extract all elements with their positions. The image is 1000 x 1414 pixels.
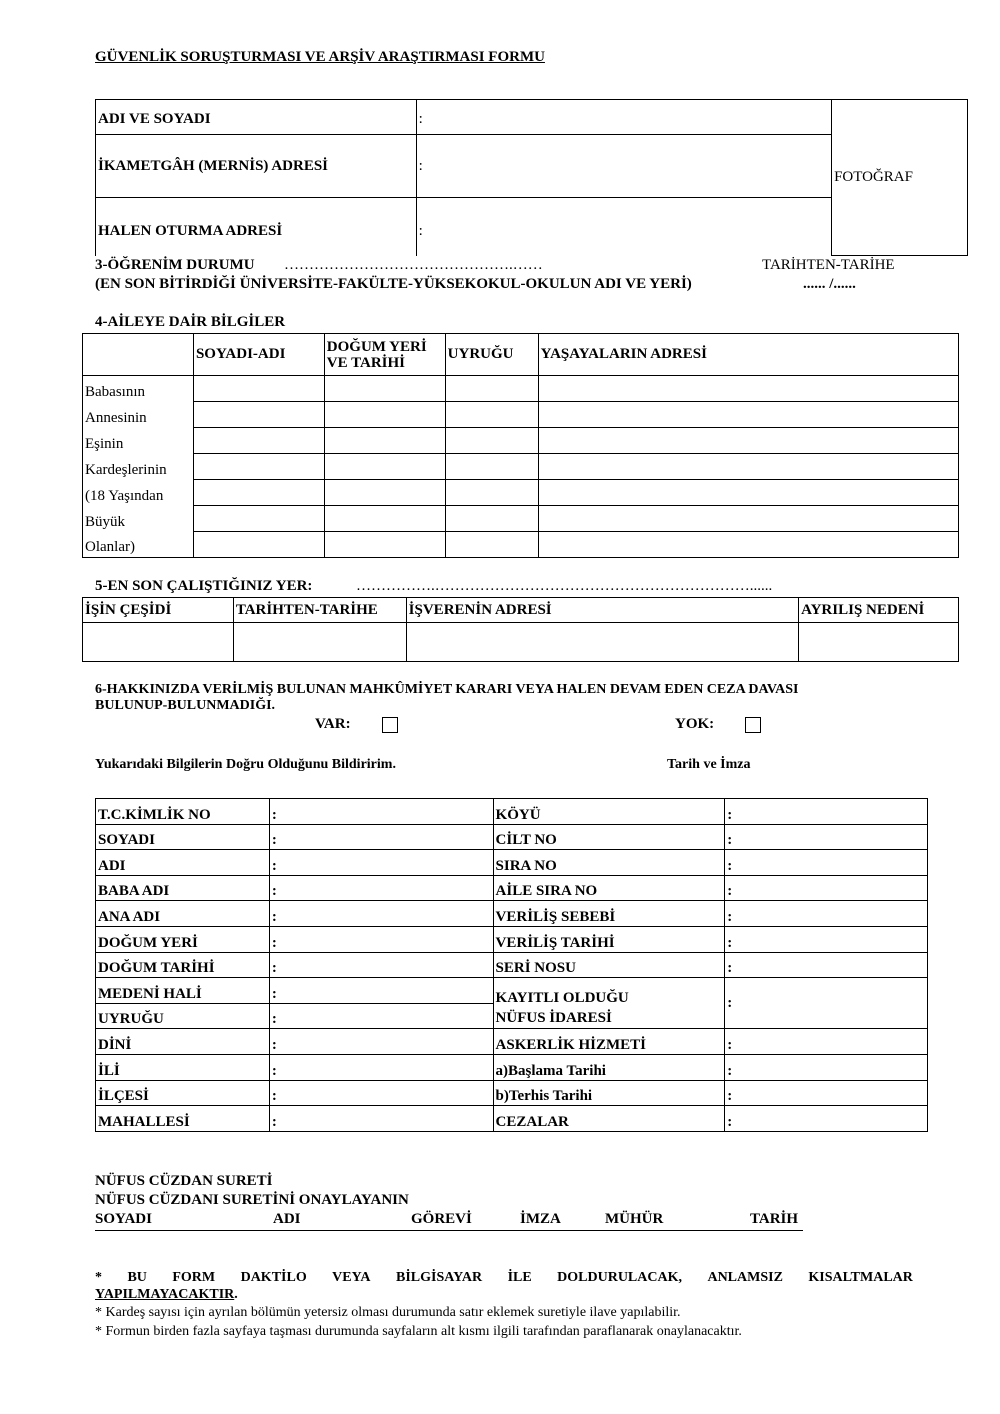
identity-label: ANA ADI <box>96 901 270 927</box>
work-col-type: İŞİN ÇEŞİDİ <box>83 598 234 623</box>
identity-label: İLİ <box>96 1054 270 1080</box>
approval-date: TARİH <box>750 1211 799 1227</box>
conviction-yes-label: VAR: <box>315 716 351 732</box>
identity-field[interactable]: : <box>725 926 928 952</box>
note1-emphasis: YAPILMAYACAKTIR <box>95 1287 235 1302</box>
family-cell[interactable] <box>324 532 445 558</box>
identity-field[interactable]: : <box>269 952 493 978</box>
registry-field[interactable]: : <box>725 978 928 1029</box>
identity-field[interactable]: : <box>269 1029 493 1055</box>
family-cell[interactable] <box>193 454 324 480</box>
work-heading: 5-EN SON ÇALIŞTIĞINIZ YER: <box>95 578 313 594</box>
note1-word: VEYA <box>332 1270 371 1285</box>
identity-label: MAHALLESİ <box>96 1106 270 1132</box>
work-col-reason: AYRILIŞ NEDENİ <box>799 598 959 623</box>
identity-field[interactable]: : <box>725 1029 928 1055</box>
family-heading: 4-AİLEYE DAİR BİLGİLER <box>95 314 286 330</box>
work-cell[interactable] <box>799 623 959 662</box>
identity-label: SERİ NOSU <box>493 952 725 978</box>
identity-label: KÖYÜ <box>493 799 725 825</box>
identity-field[interactable]: : <box>269 978 493 1004</box>
identity-field[interactable]: : <box>269 850 493 876</box>
work-cell[interactable] <box>233 623 406 662</box>
family-cell[interactable] <box>445 506 538 532</box>
family-row-label: Kardeşlerinin <box>83 454 194 480</box>
note2: * Kardeş sayısı için ayrılan bölümün yetersiz olması durumunda satır eklemek suretiyle ilave yapılabilir. <box>95 1305 681 1320</box>
family-col-nationality: UYRUĞU <box>445 334 538 376</box>
identity-label: T.C.KİMLİK NO <box>96 799 270 825</box>
family-table <box>82 333 959 558</box>
approval-line1: NÜFUS CÜZDAN SURETİ <box>95 1173 273 1189</box>
family-cell[interactable] <box>538 532 958 558</box>
note1-line1 <box>95 1270 913 1286</box>
note1-period: . <box>234 1287 238 1302</box>
note1-word: * <box>95 1270 102 1285</box>
identity-label: UYRUĞU <box>96 1003 270 1029</box>
conviction-yes-checkbox[interactable] <box>382 717 398 733</box>
identity-field[interactable]: : <box>269 799 493 825</box>
education-date-range: TARİHTEN-TARİHE <box>762 257 895 273</box>
identity-label: CİLT NO <box>493 824 725 850</box>
work-cell[interactable] <box>83 623 234 662</box>
residence-field[interactable]: : <box>416 135 831 198</box>
identity-label: b)Terhis Tarihi <box>493 1080 725 1106</box>
note1-word: KISALTMALAR <box>808 1270 913 1285</box>
family-row-label: Büyük <box>83 506 194 532</box>
conviction-question-line2: BULUNUP-BULUNMADIĞI. <box>95 698 276 713</box>
family-cell[interactable] <box>538 428 958 454</box>
family-cell[interactable] <box>324 480 445 506</box>
family-cell[interactable] <box>538 376 958 402</box>
note1-word: DOLDURULACAK, <box>557 1270 682 1285</box>
identity-field[interactable]: : <box>269 824 493 850</box>
family-col-address: YAŞAYALARIN ADRESİ <box>538 334 958 376</box>
approval-fields-row <box>95 1211 803 1231</box>
approval-duty: GÖREVİ <box>411 1211 472 1227</box>
family-row-label: (18 Yaşından <box>83 480 194 506</box>
registry-label <box>493 978 725 1029</box>
family-cell[interactable] <box>538 480 958 506</box>
family-cell[interactable] <box>324 376 445 402</box>
family-cell[interactable] <box>324 428 445 454</box>
approval-surname: SOYADI <box>95 1211 152 1227</box>
family-cell[interactable] <box>193 402 324 428</box>
declaration-statement: Yukarıdaki Bilgilerin Doğru Olduğunu Bildiririm. <box>95 757 396 772</box>
identity-label: a)Başlama Tarihi <box>493 1054 725 1080</box>
name-label: ADI VE SOYADI <box>96 100 417 135</box>
family-cell[interactable] <box>324 402 445 428</box>
education-label: 3-ÖĞRENİM DURUMU <box>95 257 255 273</box>
family-cell[interactable] <box>193 506 324 532</box>
identity-label: DOĞUM TARİHİ <box>96 952 270 978</box>
family-cell[interactable] <box>445 402 538 428</box>
family-cell[interactable] <box>324 454 445 480</box>
identity-label: ASKERLİK HİZMETİ <box>493 1029 725 1055</box>
identity-label: CEZALAR <box>493 1106 725 1132</box>
identity-label: SIRA NO <box>493 850 725 876</box>
family-row-label: Olanlar) <box>83 532 194 558</box>
note1-word: BİLGİSAYAR <box>396 1270 483 1285</box>
registry-label-line2: NÜFUS İDARESİ <box>495 1010 612 1027</box>
family-cell[interactable] <box>193 532 324 558</box>
identity-label: AİLE SIRA NO <box>493 875 725 901</box>
note1-word: İLE <box>507 1270 532 1285</box>
family-col-birth: DOĞUM YERİ VE TARİHİ <box>324 334 445 376</box>
note1-word: ANLAMSIZ <box>707 1270 783 1285</box>
work-cell[interactable] <box>406 623 798 662</box>
family-row-label: Annesinin <box>83 402 194 428</box>
photo-box: FOTOĞRAF <box>832 100 968 256</box>
identity-label: SOYADI <box>96 824 270 850</box>
family-cell[interactable] <box>538 402 958 428</box>
identity-label: VERİLİŞ TARİHİ <box>493 926 725 952</box>
work-col-dates: TARİHTEN-TARİHE <box>233 598 406 623</box>
family-cell[interactable] <box>193 376 324 402</box>
identity-label: İLÇESİ <box>96 1080 270 1106</box>
identity-field[interactable]: : <box>269 1003 493 1029</box>
identity-label: ADI <box>96 850 270 876</box>
family-cell[interactable] <box>538 454 958 480</box>
personal-info-table <box>95 99 968 256</box>
note1-line2 <box>95 1287 238 1303</box>
education-dots: ……………………………………….…… <box>284 257 543 273</box>
conviction-no-checkbox[interactable] <box>745 717 761 733</box>
conviction-no-label: YOK: <box>675 716 715 732</box>
identity-field[interactable]: : <box>725 1106 928 1132</box>
family-cell[interactable] <box>538 506 958 532</box>
family-cell[interactable] <box>445 532 538 558</box>
identity-field[interactable]: : <box>725 952 928 978</box>
identity-field[interactable]: : <box>725 901 928 927</box>
work-table <box>82 597 959 662</box>
note1-word: FORM <box>172 1270 216 1285</box>
family-cell[interactable] <box>324 506 445 532</box>
family-row-label: Eşinin <box>83 428 194 454</box>
identity-field[interactable]: : <box>269 1054 493 1080</box>
identity-field[interactable]: : <box>725 1080 928 1106</box>
note1-word: DAKTİLO <box>240 1270 307 1285</box>
registry-label-line1: KAYITLI OLDUĞU <box>495 990 629 1007</box>
identity-field[interactable]: : <box>725 850 928 876</box>
identity-field[interactable]: : <box>725 799 928 825</box>
work-col-employer: İŞVERENİN ADRESİ <box>406 598 798 623</box>
family-corner-cell <box>83 334 194 376</box>
family-cell[interactable] <box>445 428 538 454</box>
residence-label: İKAMETGÂH (MERNİS) ADRESİ <box>96 135 417 198</box>
identity-table <box>95 798 928 1132</box>
identity-field[interactable]: : <box>269 1106 493 1132</box>
family-cell[interactable] <box>193 428 324 454</box>
family-cell[interactable] <box>445 454 538 480</box>
work-dots: …………….………………………………………………………...... <box>356 578 773 594</box>
current-address-field[interactable]: : <box>416 198 831 256</box>
identity-field[interactable]: : <box>725 875 928 901</box>
family-cell[interactable] <box>445 376 538 402</box>
note3: * Formun birden fazla sayfaya taşması durumunda sayfaların alt kısmı ilgili tarafından paraflanarak onaylanacaktır. <box>95 1324 742 1339</box>
approval-signature: İMZA <box>520 1211 561 1227</box>
identity-label: DOĞUM YERİ <box>96 926 270 952</box>
approval-seal: MÜHÜR <box>605 1211 664 1227</box>
conviction-question-line1: 6-HAKKINIZDA VERİLMİŞ BULUNAN MAHKÛMİYET KARARI VEYA HALEN DEVAM EDEN CEZA DAVASI <box>95 682 799 697</box>
identity-field[interactable]: : <box>269 1080 493 1106</box>
form-title: GÜVENLİK SORUŞTURMASI VE ARŞİV ARAŞTIRMASI FORMU <box>95 49 545 65</box>
approval-name: ADI <box>273 1211 301 1227</box>
identity-label: VERİLİŞ SEBEBİ <box>493 901 725 927</box>
identity-label: DİNİ <box>96 1029 270 1055</box>
identity-label: BABA ADI <box>96 875 270 901</box>
family-col-name: SOYADI-ADI <box>193 334 324 376</box>
identity-field[interactable]: : <box>725 1054 928 1080</box>
education-date-placeholder: ...... /...... <box>803 276 856 292</box>
education-sublabel: (EN SON BİTİRDİĞİ ÜNİVERSİTE-FAKÜLTE-YÜKSEKOKUL-OKULUN ADI VE YERİ) <box>95 276 692 292</box>
identity-field[interactable]: : <box>725 824 928 850</box>
identity-field[interactable]: : <box>269 901 493 927</box>
name-field[interactable]: : <box>416 100 831 135</box>
identity-label: MEDENİ HALİ <box>96 978 270 1004</box>
family-cell[interactable] <box>193 480 324 506</box>
declaration-date-signature: Tarih ve İmza <box>667 757 751 772</box>
identity-field[interactable]: : <box>269 875 493 901</box>
approval-line2: NÜFUS CÜZDANI SURETİNİ ONAYLAYANIN <box>95 1192 409 1208</box>
family-cell[interactable] <box>445 480 538 506</box>
note1-word: BU <box>127 1270 147 1285</box>
current-address-label: HALEN OTURMA ADRESİ <box>96 198 417 256</box>
family-row-label: Babasının <box>83 376 194 402</box>
identity-field[interactable]: : <box>269 926 493 952</box>
